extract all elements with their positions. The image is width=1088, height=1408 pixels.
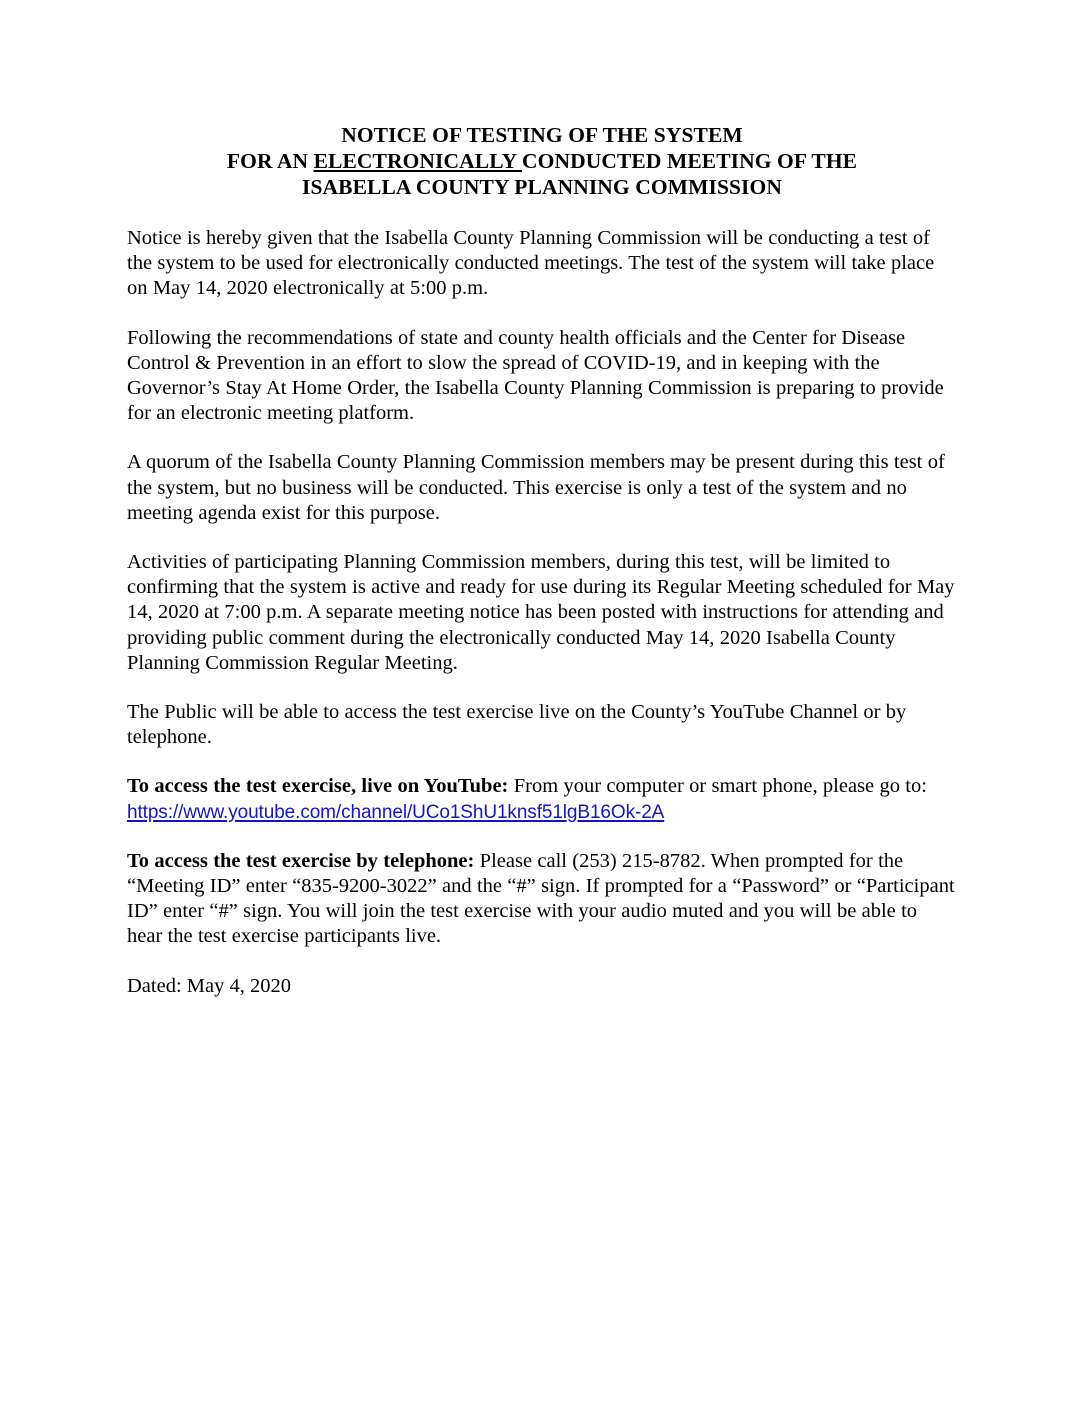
title-line-2-underlined: ELECTRONICALLY (313, 149, 522, 173)
title-line-2-after: CONDUCTED MEETING OF THE (522, 149, 858, 173)
paragraph-notice-given: Notice is hereby given that the Isabella County Planning Commission will be conducting a test of the system to be used for electronically conducted meetings. The test of the system will take place on May 14, 2020 electronically at 5:00 p.m. (127, 227, 935, 300)
youtube-access-lead: To access the test exercise, live on YouTube: (127, 775, 509, 798)
dated-line: Dated: May 4, 2020 (127, 974, 291, 997)
paragraph-activities: Activities of participating Planning Commission members, during this test, will be limited to confirming that the system is active and ready for use during its Regular Meeting scheduled for May 14, 2020 at 7:00 p.m. A separate meeting notice has been posted with instructions for attending and providing public comment during the electronically conducted May 14, 2020 Isabella County Planning Commission Regular Meeting. (127, 551, 955, 674)
document-body (127, 122, 957, 999)
telephone-access-lead: To access the test exercise by telephone: (127, 849, 475, 872)
youtube-channel-link[interactable]: https://www.youtube.com/channel/UCo1ShU1knsf51lgB16Ok-2A (127, 801, 665, 823)
paragraph-health-recommendations: Following the recommendations of state and county health officials and the Center for Disease Control & Prevention in an effort to slow the spread of COVID-19, and in keeping with the Governor’s Stay At Home Order, the Isabella County Planning Commission is preparing to provide for an electronic meeting platform. (127, 326, 944, 425)
title-line-2 (127, 148, 957, 174)
title-line-2-before: FOR AN (226, 149, 314, 173)
paragraph-youtube-access (127, 774, 957, 824)
title-line-3: ISABELLA COUNTY PLANNING COMMISSION (302, 175, 782, 199)
paragraph-public-access: The Public will be able to access the test exercise live on the County’s YouTube Channel or by telephone. (127, 701, 907, 749)
title-line-1: NOTICE OF TESTING OF THE SYSTEM (341, 123, 743, 147)
paragraph-telephone-access (127, 849, 957, 950)
telephone-access-body: Please call (253) 215-8782. When prompted for the “Meeting ID” enter “835-9200-3022” and the “#” sign. If prompted for a “Password” or “Participant ID” enter “#” sign. You will join the test exercise with your audio muted and you will be able to hear the test exercise participants live. (127, 849, 955, 948)
youtube-access-body: From your computer or smart phone, please go to: (508, 775, 927, 798)
paragraph-quorum: A quorum of the Isabella County Planning Commission members may be present during this test of the system, but no business will be conducted. This exercise is only a test of the system and no meeting agenda exist for this purpose. (127, 451, 945, 524)
page-title (127, 122, 957, 200)
